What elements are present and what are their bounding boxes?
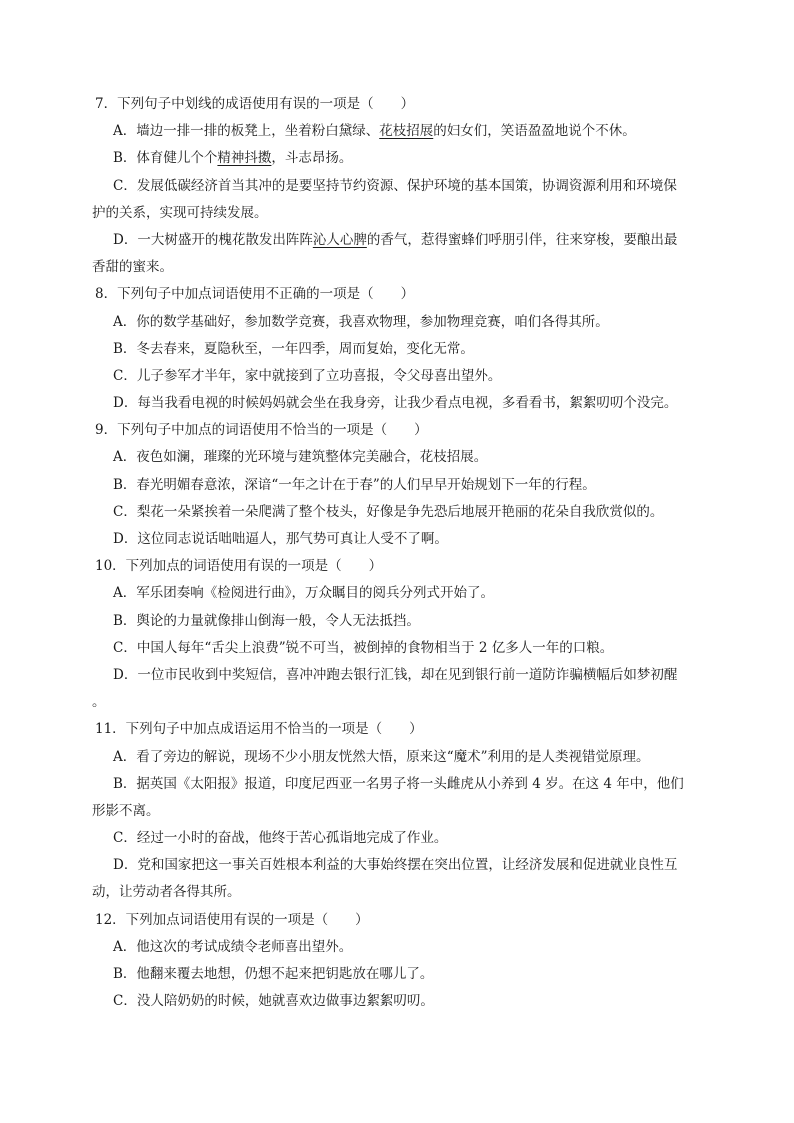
question-list [92,93,702,1017]
question-11-stem: 11．下列句子中加点成语运用不恰当的一项是（ ） [95,721,423,738]
question-9-option-d: D．这位同志说话咄咄逼人，那气势可真让人受不了啊。 [113,531,448,547]
underlined-idiom: 沁人心脾 [312,231,367,248]
question-9-option-a: A．夜色如澜，璀璨的光环境与建筑整体完美融合，花枝招展。 [113,449,488,466]
question-12-option-b: B．他翻来覆去地想，仍想不起来把钥匙放在哪儿了。 [113,966,434,982]
question-9-stem: 9．下列句子中加点的词语使用不恰当的一项是（ ） [95,422,428,439]
question-9-option-c: C．梨花一朵紧挨着一朵爬满了整个枝头，好像是争先恐后地展开艳丽的花朵自我欣赏似的。 [113,503,664,520]
question-9-option-b: B．春光明媚春意浓，深谙“一年之计在于春”的人们早早开始规划下一年的行程。 [113,476,596,493]
question-7-option-d-line2: 香甜的蜜来。 [92,259,173,276]
question-12-stem: 12．下列加点词语使用有误的一项是（ ） [95,911,369,928]
underlined-idiom: 精神抖擞 [217,150,272,167]
question-12-option-a: A．他这次的考试成绩令老师喜出望外。 [113,938,353,955]
question-8-option-c: C．儿子参军才半年，家中就接到了立功喜报，令父母喜出望外。 [113,367,502,384]
question-10-option-a: A．军乐团奏响《检阅进行曲》，万众瞩目的阅兵分列式开始了。 [113,585,494,602]
question-11-option-b-line1: B．据英国《太阳报》报道，印度尼西亚一名男子将一头雌虎从小养到 4 岁。在这 4 年中，他们 [113,775,684,792]
question-7-option-c-line2: 护的关系，实现可持续发展。 [92,204,268,221]
question-10-option-d-line2: 。 [92,694,106,711]
question-10-option-c: C．中国人每年“舌尖上浪费”锐不可当，被倒掉的食物相当于 2 亿多人一年的口粮。 [113,639,614,656]
question-11-option-c: C．经过一小时的奋战，他终于苦心孤诣地完成了作业。 [113,830,448,847]
question-12-option-c: C．没人陪奶奶的时候，她就喜欢边做事边絮絮叨叨。 [113,993,434,1010]
question-11-option-d-line1: D．党和国家把这一事关百姓根本利益的大事始终摆在突出位置，让经济发展和促进就业良性互 [113,857,678,874]
question-7-option-d: D．一大树盛开的槐花散发出阵阵沁人心脾的香气，惹得蜜蜂们呼朋引伴，往来穿梭，要酿出最 [113,231,678,248]
underlined-idiom: 花枝招展 [379,123,434,140]
question-11-option-d-line2: 动，让劳动者各得其所。 [92,884,241,901]
question-8-option-d: D．每当我看电视的时候妈妈就会坐在我身旁，让我少看点电视，多看看书，絮絮叨叨个没完。 [113,395,678,412]
question-10-stem: 10．下列加点的词语使用有误的一项是（ ） [95,558,383,575]
question-10-option-b: B．舆论的力量就像排山倒海一般，令人无法抵挡。 [113,612,420,629]
question-7-option-a: A．墙边一排一排的板凳上，坐着粉白黛绿、花枝招展的妇女们，笑语盈盈地说个不休。 [113,123,636,140]
question-8-option-b: B．冬去春来，夏隐秋至，一年四季，周而复始，变化无常。 [113,340,474,357]
question-7-stem: 7．下列句子中划线的成语使用有误的一项是（ ） [95,96,415,112]
question-8-stem: 8．下列句子中加点词语使用不正确的一项是（ ） [95,286,415,303]
question-11-option-a: A．看了旁边的解说，现场不少小朋友恍然大悟，原来这“魔术”利用的是人类视错觉原理。 [113,748,650,765]
question-7-option-c-line1: C．发展低碳经济首当其冲的是要坚持节约资源、保护环境的基本国策，协调资源利用和环境保 [113,177,677,194]
question-10-option-d-line1: D．一位市民收到中奖短信，喜冲冲跑去银行汇钱，却在见到银行前一道防诈骗横幅后如梦初醒 [113,666,678,683]
question-7-option-b: B．体育健儿个个精神抖擞，斗志昂扬。 [113,150,353,167]
question-8-option-a: A．你的数学基础好，参加数学竞赛，我喜欢物理，参加物理竞赛，咱们各得其所。 [113,313,609,330]
question-11-option-b-line2: 形影不离。 [92,802,160,819]
